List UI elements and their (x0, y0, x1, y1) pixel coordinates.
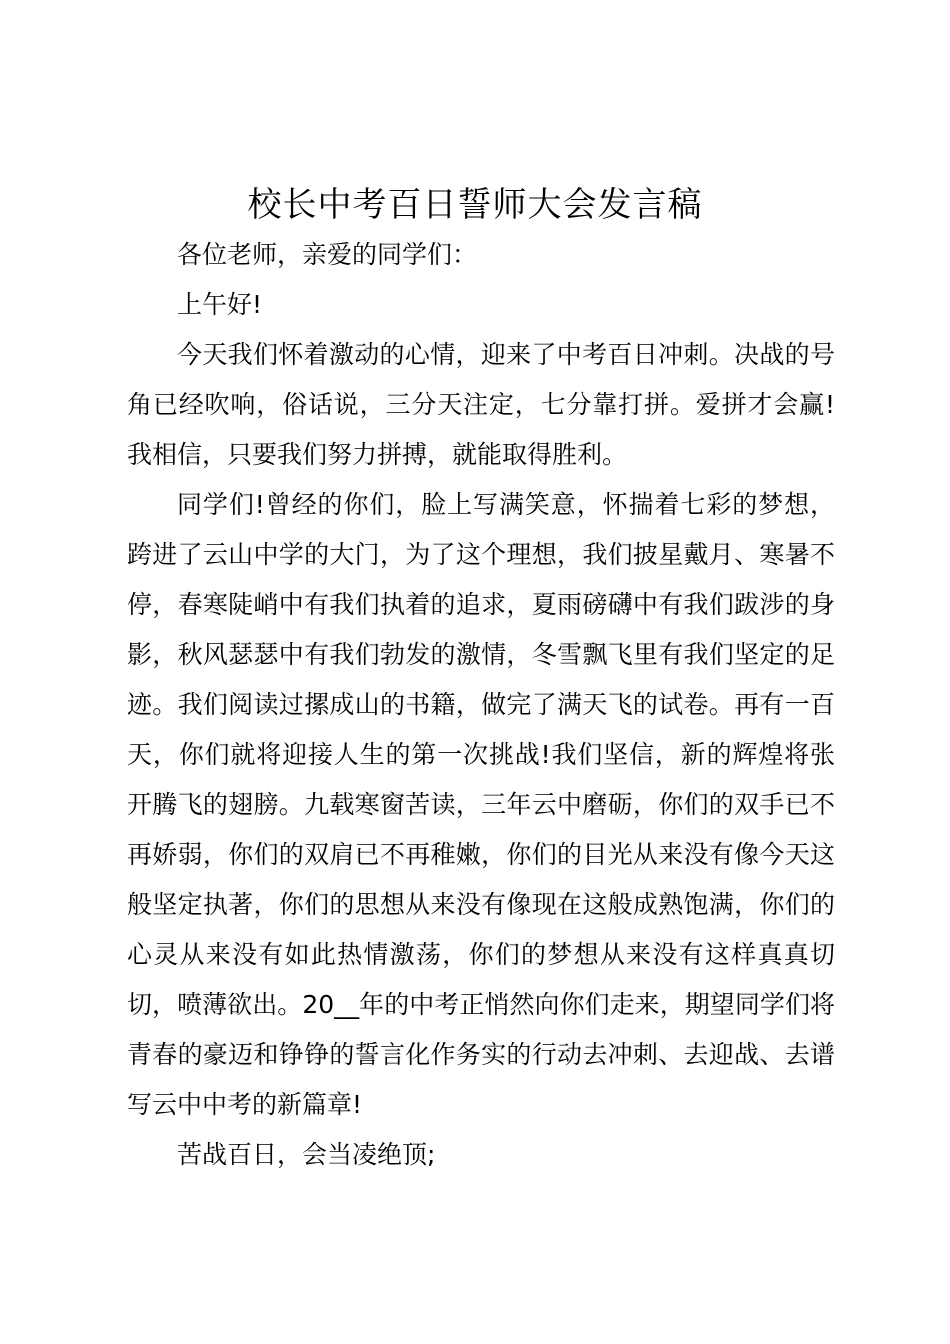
paragraph-good-morning: 上午好! (177, 290, 263, 319)
paragraph-intro: 今天我们怀着激动的心情，迎来了中考百日冲刺。决战的号角已经吹响，俗话说，三分天注定，七分靠打拼。爱拼才会赢!我相信，只要我们努力拼搏，就能取得胜利。 (127, 340, 835, 469)
paragraph-greeting: 各位老师，亲爱的同学们： (177, 240, 478, 269)
paragraph-main: 同学们!曾经的你们，脸上写满笑意，怀揣着七彩的梦想，跨进了云山中学的大门，为了这个理想，我们披星戴月、寒暑不停，春寒陡峭中有我们执着的追求，夏雨磅礴中有我们跋涉的身影，秋风瑟瑟中有我们勃发的激情，冬雪飘飞里有我们坚定的足迹。我们阅读过摞成山的书籍，做完了满天飞的试卷。再有一百天，你们就将迎接人生的第一次挑战!我们坚信，新的辉煌将张开腾飞的翅膀。九载寒窗苦读，三年云中磨砺，你们的双手已不再娇弱，你们的双肩已不再稚嫩，你们的目光从来没有像今天这般坚定执著，你们的思想从来没有像现在这般成熟饱满，你们的心灵从来没有如此热情激荡，你们的梦想从来没有这样真真切切，喷薄欲出。20__年的中考正悄然向你们走来，期望同学们将青春的豪迈和铮铮的誓言化作务实的行动去冲刺、去迎战、去谱写云中中考的新篇章! (127, 490, 835, 1119)
document-body (127, 230, 835, 1180)
document-title: 校长中考百日誓师大会发言稿 (247, 185, 703, 225)
paragraph-closing-line: 苦战百日，会当凌绝顶; (177, 1140, 436, 1169)
